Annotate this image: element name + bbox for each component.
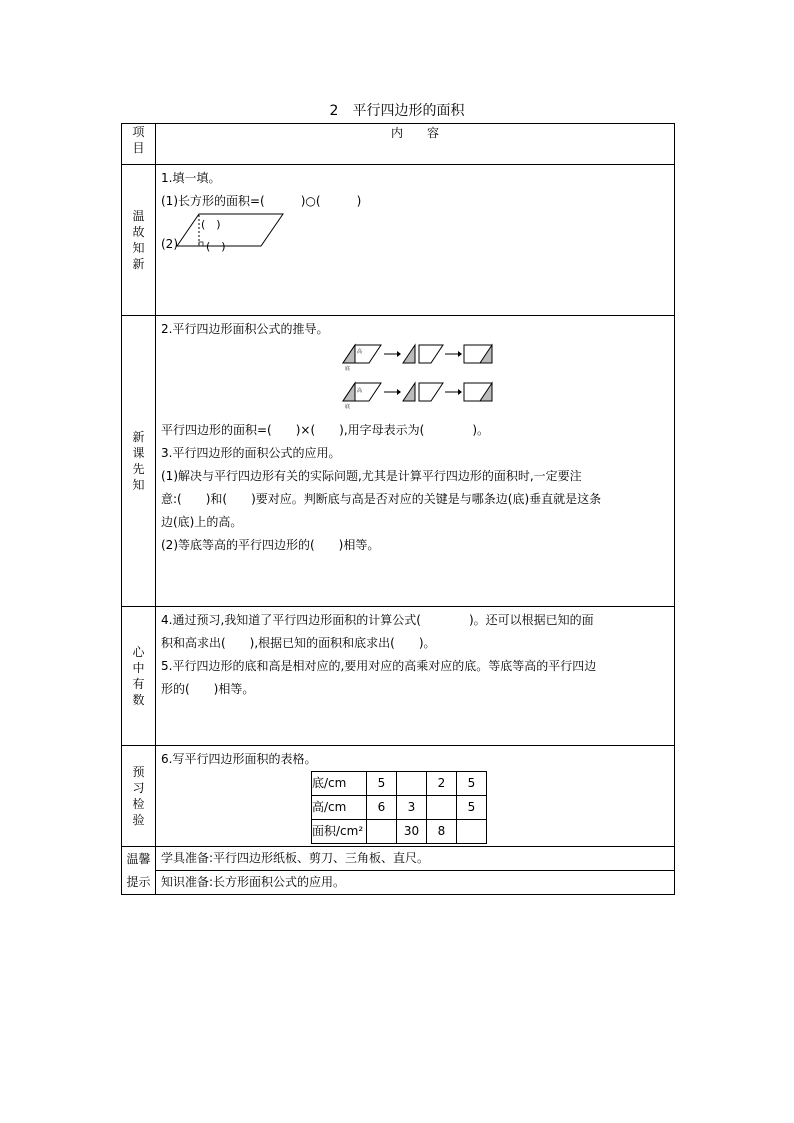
preview-content xyxy=(156,746,675,847)
review-label-text: 温故知新 xyxy=(132,209,145,271)
fig-height-label-2: 高 xyxy=(357,388,363,394)
q1-2-label: (2) xyxy=(161,237,178,251)
header-col2: 内 容 xyxy=(156,124,675,165)
header-row xyxy=(122,124,675,165)
fig-height-label-1: 高 xyxy=(357,349,363,355)
tips-label xyxy=(122,847,156,895)
tips-row-2 xyxy=(122,871,675,895)
table-cell[interactable]: 5 xyxy=(367,772,397,796)
preview-label xyxy=(122,746,156,847)
header-col1-text: 项目 xyxy=(132,125,145,155)
new-row xyxy=(122,316,675,607)
q3-1c: 边(底)上的高。 xyxy=(161,515,243,529)
mind-label xyxy=(122,607,156,746)
q4b: 积和高求出( ),根据已知的面积和底求出( )。 xyxy=(161,636,436,650)
review-row xyxy=(122,165,675,316)
q1-2-figure xyxy=(161,213,669,257)
q2: 2.平行四边形面积公式的推导。 xyxy=(161,322,329,336)
table-cell[interactable]: 5 xyxy=(457,772,487,796)
q3-1a: (1)解决与平行四边形有关的实际问题,尤其是计算平行四边形的面积时,一定要注 xyxy=(161,469,582,483)
q1: 1.填一填。 xyxy=(161,171,221,185)
q5b: 形的( )相等。 xyxy=(161,682,255,696)
q4a: 4.通过预习,我知道了平行四边形面积的计算公式( )。还可以根据已知的面 xyxy=(161,613,594,627)
q3-2: (2)等底等高的平行四边形的( )相等。 xyxy=(161,538,380,552)
tips-row xyxy=(122,847,675,871)
height-blank: ( ) xyxy=(201,218,221,231)
table-cell[interactable] xyxy=(367,820,397,844)
table-cell[interactable]: 2 xyxy=(427,772,457,796)
tips-tool: 学具准备:平行四边形纸板、剪刀、三角板、直尺。 xyxy=(156,847,675,871)
table-cell[interactable]: 5 xyxy=(457,796,487,820)
tips-label-text: 温馨提示 xyxy=(126,851,151,889)
tips-knowledge: 知识准备:长方形面积公式的应用。 xyxy=(156,871,675,895)
preview-label-text: 预习检验 xyxy=(132,765,145,827)
q1-1: (1)长方形的面积=( )○( ) xyxy=(161,194,362,208)
table-row xyxy=(312,772,487,796)
table-cell[interactable]: 3 xyxy=(397,796,427,820)
table-cell[interactable]: 30 xyxy=(397,820,427,844)
derivation-figure xyxy=(161,341,669,413)
preview-row xyxy=(122,746,675,847)
worksheet-table xyxy=(121,123,675,895)
derivation-svg xyxy=(341,343,501,413)
fig-base-label-2: 底 xyxy=(345,404,351,410)
header-col1 xyxy=(122,124,156,165)
q2-formula: 平行四边形的面积=( )×( ),用字母表示为( )。 xyxy=(161,423,490,437)
q3: 3.平行四边形的面积公式的应用。 xyxy=(161,446,341,460)
table-cell: 面积/cm² xyxy=(312,820,367,844)
table-cell[interactable] xyxy=(397,772,427,796)
base-blank: ( ) xyxy=(206,240,226,253)
table-cell: 高/cm xyxy=(312,796,367,820)
q3-1b: 意:( )和( )要对应。判断底与高是否对应的关键是与哪条边(底)垂直就是这条 xyxy=(161,492,602,506)
fig-base-label-1: 底 xyxy=(345,366,351,372)
table-cell[interactable] xyxy=(457,820,487,844)
page-title: 2 平行四边形的面积 xyxy=(329,103,465,119)
mind-label-text: 心中有数 xyxy=(132,645,145,707)
table-cell[interactable]: 8 xyxy=(427,820,457,844)
table-cell[interactable]: 6 xyxy=(367,796,397,820)
parallelogram-figure xyxy=(176,213,286,247)
new-label xyxy=(122,316,156,607)
area-table xyxy=(311,771,487,844)
table-row xyxy=(312,796,487,820)
mind-row xyxy=(122,607,675,746)
table-row xyxy=(312,820,487,844)
new-label-text: 新课先知 xyxy=(132,430,145,492)
mind-content xyxy=(156,607,675,746)
new-content xyxy=(156,316,675,607)
q5a: 5.平行四边形的底和高是相对应的,要用对应的高乘对应的底。等底等高的平行四边 xyxy=(161,659,597,673)
review-label xyxy=(122,165,156,316)
review-content xyxy=(156,165,675,316)
table-cell[interactable] xyxy=(427,796,457,820)
q6: 6.写平行四边形面积的表格。 xyxy=(161,752,317,766)
table-cell: 底/cm xyxy=(312,772,367,796)
